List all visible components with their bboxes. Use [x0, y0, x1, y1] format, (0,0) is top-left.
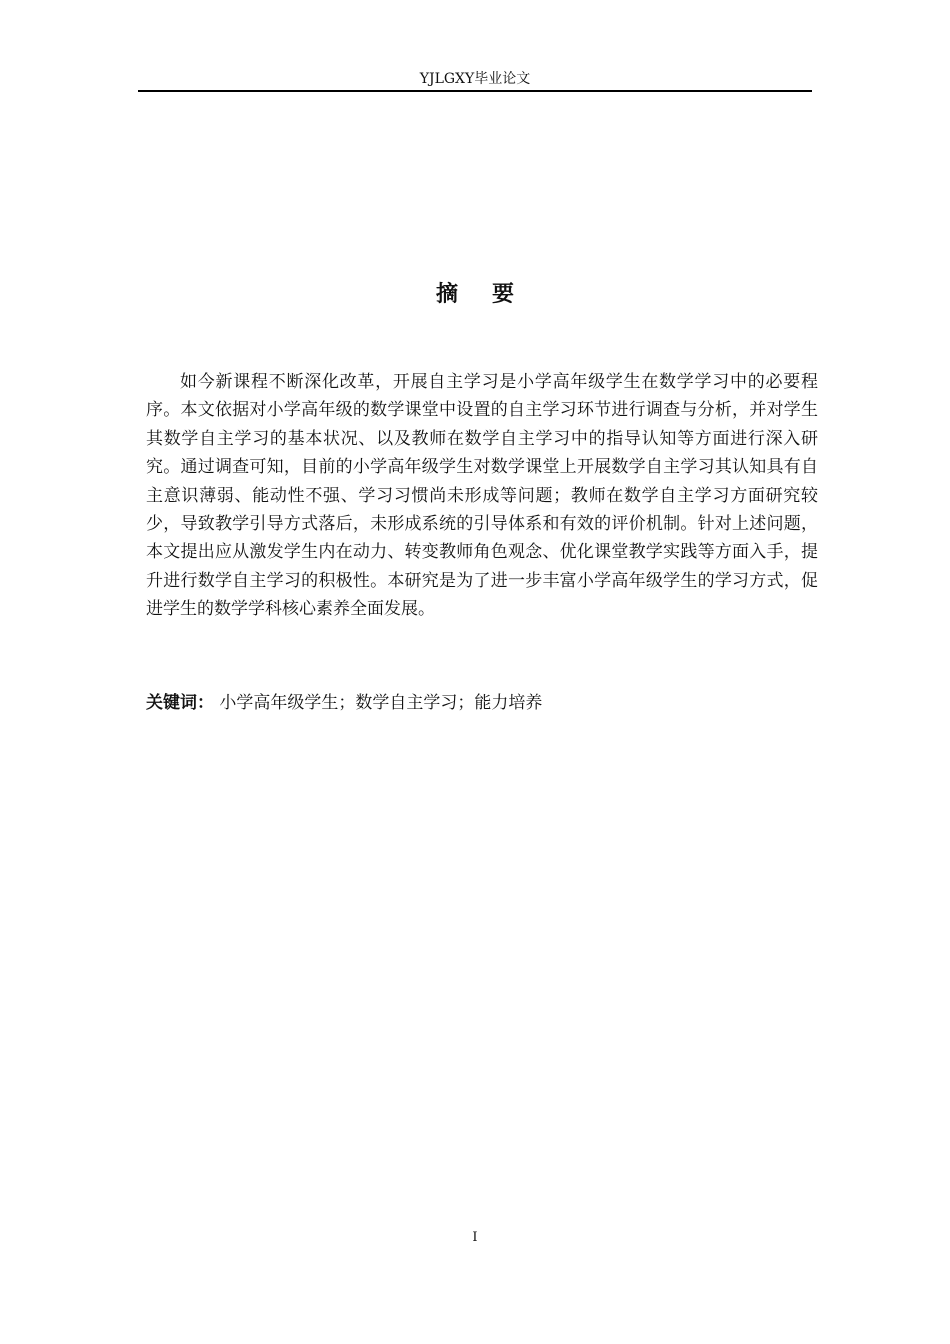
header-rule [138, 90, 812, 92]
page-number: I [472, 1230, 478, 1245]
keywords-value: 小学高年级学生；数学自主学习；能力培养 [219, 693, 543, 713]
keywords-label: 关键词： [146, 693, 214, 713]
running-header: YJLGXY毕业论文 [419, 71, 531, 87]
abstract-body: 如今新课程不断深化改革，开展自主学习是小学高年级学生在数学学习中的必要程序。本文依据对小学高年级的数学课堂中设置的自主学习环节进行调查与分析，并对学生其数学自主学习的基本状况、以及教师在数学自主学习中的指导认知等方面进行深入研究。通过调查可知，目前的小学高年级学生对数学课堂上开展数学自主学习其认知具有自主意识薄弱、能动性不强、学习习惯尚未形成等问题；教师在数学自主学习方面研究较少，导致教学引导方式落后，未形成系统的引导体系和有效的评价机制。针对上述问题，本文提出应从激发学生内在动力、转变教师角色观念、优化课堂教学实践等方面入手，提升进行数学自主学习的积极性。本研究是为了进一步丰富小学高年级学生的学习方式，促进学生的数学学科核心素养全面发展。 [146, 372, 818, 620]
keywords-line [146, 690, 818, 716]
page-title: 摘要 [435, 282, 548, 307]
